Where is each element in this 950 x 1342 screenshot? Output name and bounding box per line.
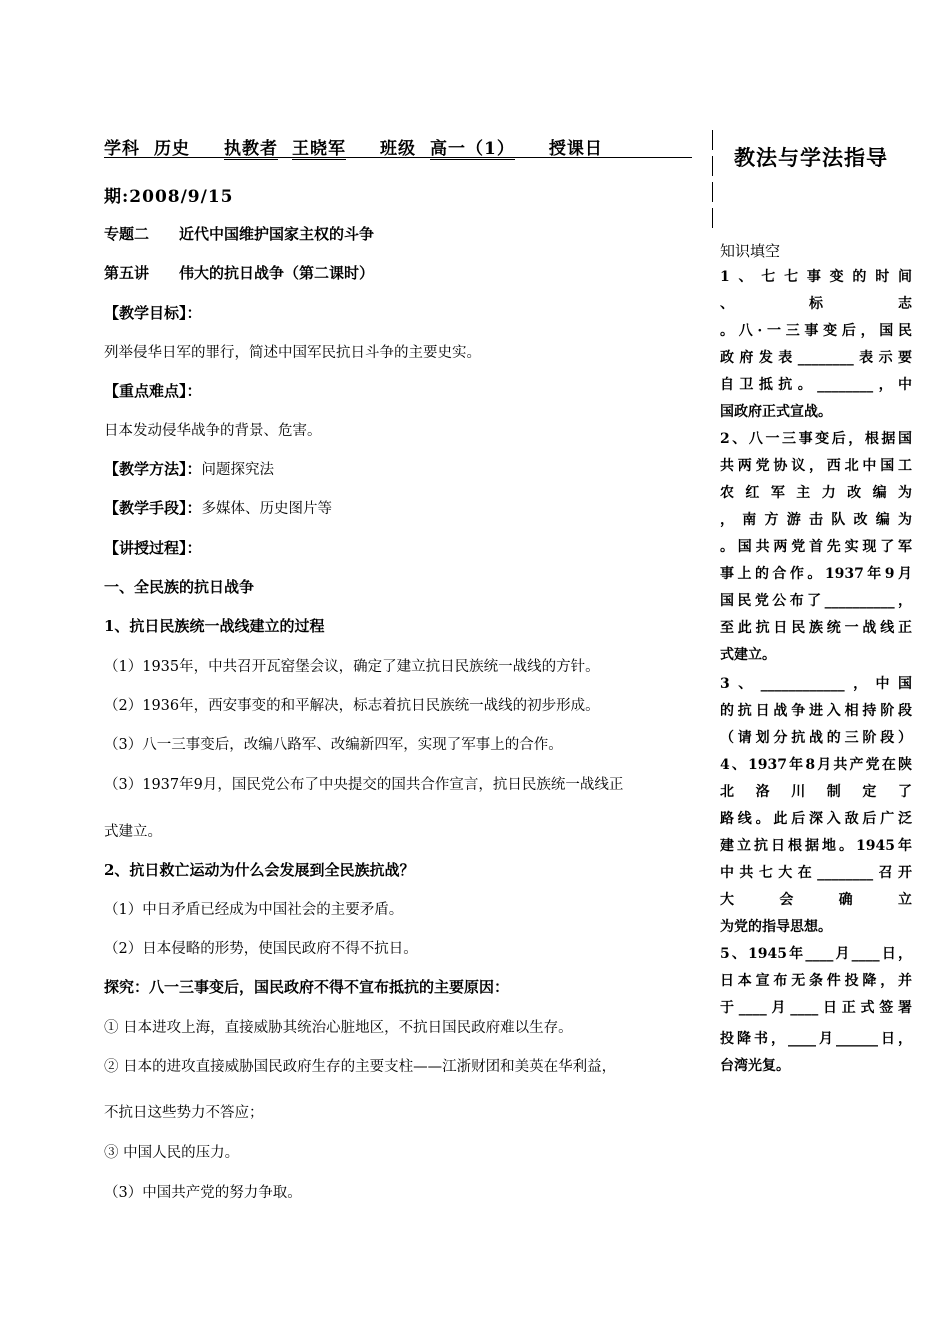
subject-label: 学科 [104, 139, 140, 159]
teacher-label: 执教者 [224, 134, 278, 160]
explore-heading: 探究：八一三事变后，国民政府不得不宣布抵抗的主要原因： [104, 978, 510, 996]
date-value: 2008/9/15 [129, 187, 234, 207]
sidebar-line: 。八·一三事变后，国民 [720, 323, 912, 339]
paragraph: （3）中国共产党的努力争取。 [104, 1185, 302, 1201]
sidebar-line: 的抗日战争进入相持阶段 [720, 703, 912, 719]
paragraph: ① 日本进攻上海，直接威胁其统治心脏地区，不抗日国民政府难以生存。 [104, 1020, 573, 1036]
sidebar-line: 建立抗日根据地。1945年 [720, 838, 912, 854]
sidebar-line: 、标志 [720, 296, 912, 312]
paragraph: （3）1937年9月，国民党公布了中央提交的国共合作宣言，抗日民族统一战线正 [104, 777, 624, 793]
sidebar-line: 台湾光复。 [720, 1058, 790, 1074]
topic: 专题二 近代中国维护国家主权的斗争 [104, 225, 375, 243]
sidebar-line: ，南方游击队改编为 [720, 512, 912, 528]
means-text: 多媒体、历史图片等 [201, 501, 333, 517]
section-heading: 一、全民族的抗日战争 [104, 578, 255, 596]
sidebar-line: 共两党协议，西北中国工 [720, 458, 912, 474]
column-divider [712, 130, 722, 234]
sidebar-line: 5、1945年____月____日， [720, 946, 912, 962]
paragraph: （2）日本侵略的形势，使国民政府不得不抗日。 [104, 941, 418, 957]
paragraph: （1）1935年，中共召开瓦窑堡会议，确定了建立抗日民族统一战线的方针。 [104, 659, 600, 675]
sidebar-line: 路线。此后深入敌后广泛 [720, 811, 912, 827]
paragraph: 式建立。 [104, 824, 162, 840]
process-label: 【讲授过程】： [104, 539, 202, 557]
sidebar-line: 国政府正式宣战。 [720, 404, 832, 420]
subheading-2: 2、抗日救亡运动为什么会发展到全民族抗战？ [104, 861, 415, 879]
sidebar-line: 国民党公布了__________， [720, 593, 912, 609]
paragraph: 不抗日这些势力不答应； [104, 1105, 264, 1121]
paragraph: （1）中日矛盾已经成为中国社会的主要矛盾。 [104, 902, 404, 918]
means-label: 【教学手段】： [104, 499, 202, 517]
header-rule [104, 157, 692, 158]
keypoints-text: 日本发动侵华战争的背景、危害。 [104, 423, 322, 439]
method-line [104, 458, 274, 479]
sidebar-line: 4、1937年8月共产党在陕 [720, 757, 912, 773]
sidebar-line: 北洛川制定了 [720, 784, 912, 800]
method-label: 【教学方法】： [104, 460, 202, 478]
fill-label: 知识填空 [720, 242, 781, 260]
sidebar-line: 大会确立 [720, 892, 912, 908]
goals-text: 列举侵华日军的罪行，简述中国军民抗日斗争的主要史实。 [104, 345, 481, 361]
sidebar-line: 农红军主力改编为 [720, 485, 912, 501]
class-value: 高一（1） [430, 134, 515, 160]
method-text: 问题探究法 [201, 462, 275, 478]
sidebar-line: 于____月____日正式签署 [720, 1000, 912, 1016]
sidebar-line: 1、七七事变的时间 [720, 269, 912, 285]
teacher-value: 王晓军 [292, 134, 346, 160]
sidebar-line: 事上的合作。1937年9月 [720, 566, 912, 582]
paragraph: （2）1936年，西安事变的和平解决，标志着抗日民族统一战线的初步形成。 [104, 698, 600, 714]
means-line [104, 497, 332, 518]
sidebar-line: （请划分抗战的三阶段） [720, 730, 912, 746]
sidebar-line: 政府发表________表示要 [720, 350, 912, 366]
paragraph: ② 日本的进攻直接威胁国民政府生存的主要支柱——江浙财团和美英在华利益， [104, 1059, 617, 1075]
sidebar-line: 至此抗日民族统一战线正 [720, 620, 912, 636]
sidebar-line: 式建立。 [720, 647, 776, 663]
keypoints-label: 【重点难点】： [104, 382, 202, 400]
lecture-title: 第五讲 伟大的抗日战争（第二课时） [104, 264, 375, 282]
paragraph: （3）八一三事变后，改编八路军、改编新四军，实现了军事上的合作。 [104, 737, 563, 753]
sidebar-line: 3、____________，中国 [720, 676, 912, 692]
sidebar-line: 日本宣布无条件投降，并 [720, 973, 912, 989]
sidebar-line: 为党的指导思想。 [720, 919, 832, 935]
date-label: 授课日 [548, 139, 603, 159]
date-line [104, 182, 234, 207]
date-label-2: 期: [104, 187, 130, 207]
sidebar-title: 教法与学法指导 [734, 145, 888, 170]
class-label: 班级 [380, 139, 416, 159]
subheading-1: 1、抗日民族统一战线建立的过程 [104, 617, 325, 635]
sidebar-line: 中共七大在________召开 [720, 865, 912, 881]
goals-label: 【教学目标】： [104, 304, 202, 322]
subject-value: 历史 [154, 139, 190, 159]
sidebar-line: 2、八一三事变后，根据国 [720, 431, 912, 447]
paragraph: ③ 中国人民的压力。 [104, 1145, 240, 1161]
sidebar-line: 投降书，____月______日， [720, 1031, 912, 1047]
sidebar-line: 。国共两党首先实现了军 [720, 539, 912, 555]
sidebar-line: 自卫抵抗。________，中 [720, 377, 912, 393]
